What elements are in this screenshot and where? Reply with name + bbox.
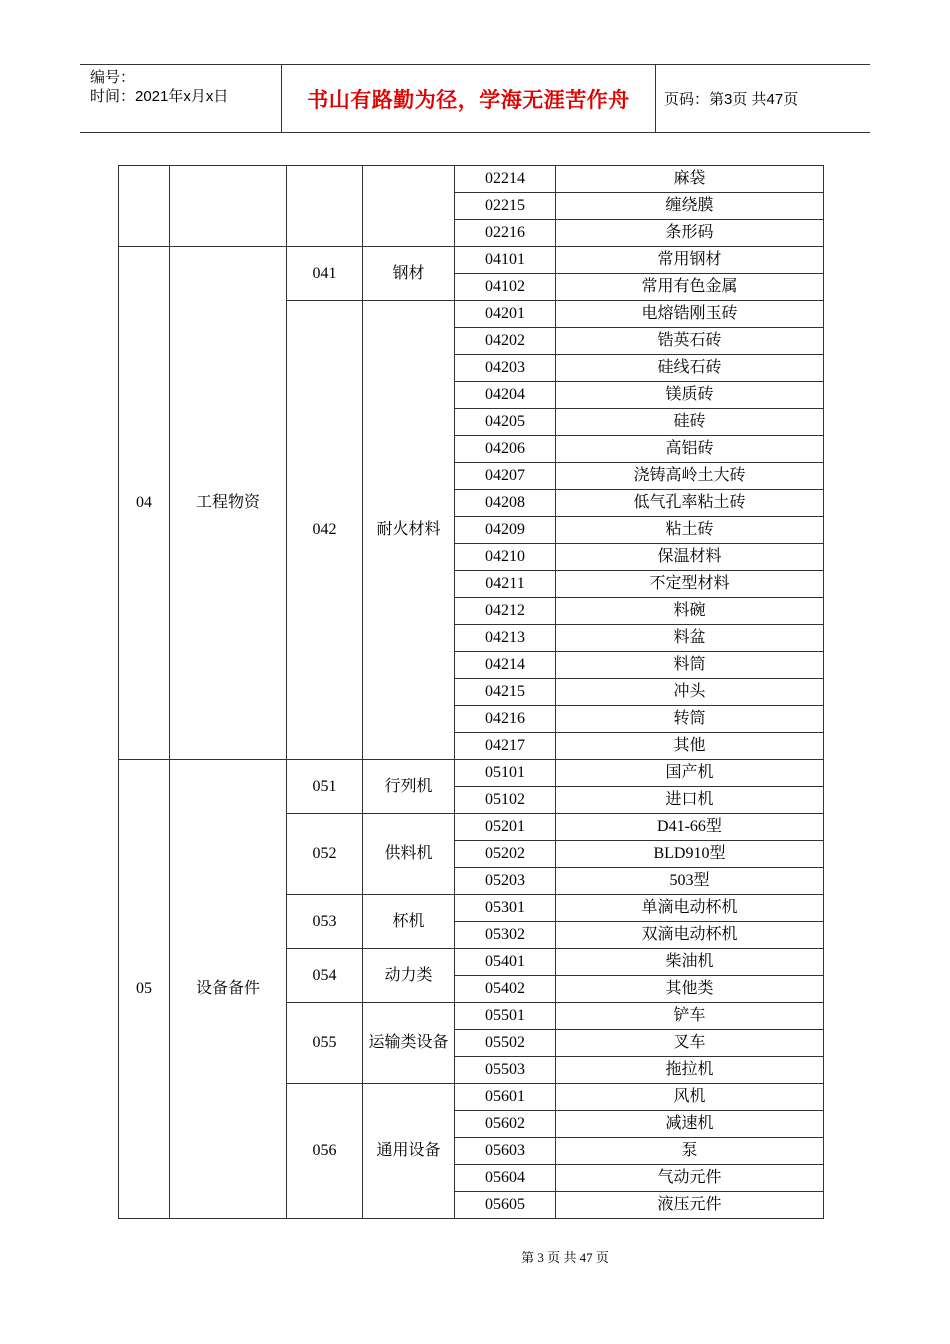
item-name-cell: 浇铸高岭土大砖 (556, 463, 824, 490)
item-code-cell: 05401 (455, 949, 556, 976)
item-name-cell: 麻袋 (556, 166, 824, 193)
table-row (119, 760, 824, 787)
subcategory-code-cell: 041 (287, 247, 363, 301)
item-code-cell: 05101 (455, 760, 556, 787)
item-name-cell: 料筒 (556, 652, 824, 679)
item-code-cell: 04206 (455, 436, 556, 463)
item-name-cell: D41-66型 (556, 814, 824, 841)
item-name-cell: 不定型材料 (556, 571, 824, 598)
item-code-cell: 05203 (455, 868, 556, 895)
item-code-cell: 04102 (455, 274, 556, 301)
item-code-cell: 05302 (455, 922, 556, 949)
header-meta (80, 65, 281, 132)
category-code-cell (119, 166, 170, 247)
subcategory-code-cell: 053 (287, 895, 363, 949)
serial-label: 编号： (90, 69, 136, 86)
subcategory-code-cell: 042 (287, 301, 363, 760)
item-name-cell: 镁质砖 (556, 382, 824, 409)
item-code-cell: 04204 (455, 382, 556, 409)
item-code-cell: 02215 (455, 193, 556, 220)
subcategory-code-cell: 052 (287, 814, 363, 895)
item-name-cell: 条形码 (556, 220, 824, 247)
category-name-cell (170, 166, 287, 247)
item-code-cell: 04213 (455, 625, 556, 652)
header-motto: 书山有路勤为径，学海无涯苦作舟 (281, 65, 656, 132)
item-name-cell: 硅线石砖 (556, 355, 824, 382)
item-name-cell: 常用钢材 (556, 247, 824, 274)
item-code-cell: 04205 (455, 409, 556, 436)
item-code-cell: 04207 (455, 463, 556, 490)
item-code-cell: 04201 (455, 301, 556, 328)
subcategory-name-cell (363, 166, 455, 247)
table-row (119, 247, 824, 274)
subcategory-code-cell: 051 (287, 760, 363, 814)
table-row (119, 166, 824, 193)
item-name-cell: 电熔锆刚玉砖 (556, 301, 824, 328)
item-name-cell: BLD910型 (556, 841, 824, 868)
page-footer (0, 1247, 950, 1266)
item-code-cell: 05603 (455, 1138, 556, 1165)
item-name-cell: 锆英石砖 (556, 328, 824, 355)
item-code-cell: 05502 (455, 1030, 556, 1057)
category-name-cell: 工程物资 (170, 247, 287, 760)
subcategory-name-cell: 运输类设备 (363, 1003, 455, 1084)
subcategory-name-cell: 供料机 (363, 814, 455, 895)
item-name-cell: 国产机 (556, 760, 824, 787)
footer-page-number: 第 3 页 共 47 页 (521, 1250, 609, 1265)
item-name-cell: 叉车 (556, 1030, 824, 1057)
subcategory-code-cell: 056 (287, 1084, 363, 1219)
item-name-cell: 粘土砖 (556, 517, 824, 544)
subcategory-name-cell: 行列机 (363, 760, 455, 814)
item-name-cell: 铲车 (556, 1003, 824, 1030)
item-code-cell: 05503 (455, 1057, 556, 1084)
item-code-cell: 05402 (455, 976, 556, 1003)
item-code-cell: 05102 (455, 787, 556, 814)
category-name-cell: 设备备件 (170, 760, 287, 1219)
item-code-cell: 04217 (455, 733, 556, 760)
item-code-cell: 04203 (455, 355, 556, 382)
item-name-cell: 常用有色金属 (556, 274, 824, 301)
item-name-cell: 柴油机 (556, 949, 824, 976)
item-code-cell: 04216 (455, 706, 556, 733)
item-name-cell: 缠绕膜 (556, 193, 824, 220)
item-name-cell: 转筒 (556, 706, 824, 733)
item-code-cell: 04208 (455, 490, 556, 517)
time-label: 时间：2021年x月x日 (90, 88, 229, 105)
item-name-cell: 503型 (556, 868, 824, 895)
item-name-cell: 进口机 (556, 787, 824, 814)
item-name-cell: 风机 (556, 1084, 824, 1111)
item-code-cell: 05301 (455, 895, 556, 922)
subcategory-name-cell: 动力类 (363, 949, 455, 1003)
item-code-cell: 05604 (455, 1165, 556, 1192)
subcategory-name-cell: 通用设备 (363, 1084, 455, 1219)
item-name-cell: 硅砖 (556, 409, 824, 436)
item-name-cell: 泵 (556, 1138, 824, 1165)
item-code-cell: 05202 (455, 841, 556, 868)
item-name-cell: 气动元件 (556, 1165, 824, 1192)
item-name-cell: 低气孔率粘土砖 (556, 490, 824, 517)
page-header (80, 64, 870, 133)
item-code-cell: 02216 (455, 220, 556, 247)
header-page-label: 页码：第3页 共47页 (664, 91, 799, 108)
item-code-cell: 04210 (455, 544, 556, 571)
subcategory-code-cell: 055 (287, 1003, 363, 1084)
item-code-cell: 04212 (455, 598, 556, 625)
item-name-cell: 减速机 (556, 1111, 824, 1138)
item-name-cell: 料盆 (556, 625, 824, 652)
item-code-cell: 05601 (455, 1084, 556, 1111)
subcategory-code-cell: 054 (287, 949, 363, 1003)
item-name-cell: 冲头 (556, 679, 824, 706)
item-code-cell: 05602 (455, 1111, 556, 1138)
item-code-cell: 04211 (455, 571, 556, 598)
item-code-cell: 05605 (455, 1192, 556, 1219)
item-name-cell: 其他类 (556, 976, 824, 1003)
item-code-cell: 05501 (455, 1003, 556, 1030)
item-name-cell: 液压元件 (556, 1192, 824, 1219)
subcategory-code-cell (287, 166, 363, 247)
item-code-cell: 04214 (455, 652, 556, 679)
item-name-cell: 单滴电动杯机 (556, 895, 824, 922)
item-name-cell: 高铝砖 (556, 436, 824, 463)
item-name-cell: 拖拉机 (556, 1057, 824, 1084)
item-name-cell: 保温材料 (556, 544, 824, 571)
subcategory-name-cell: 耐火材料 (363, 301, 455, 760)
item-code-cell: 04202 (455, 328, 556, 355)
item-name-cell: 双滴电动杯机 (556, 922, 824, 949)
item-code-cell: 04101 (455, 247, 556, 274)
material-code-table (118, 165, 824, 1219)
item-name-cell: 料碗 (556, 598, 824, 625)
item-code-cell: 04215 (455, 679, 556, 706)
category-code-cell: 04 (119, 247, 170, 760)
category-code-cell: 05 (119, 760, 170, 1219)
item-code-cell: 02214 (455, 166, 556, 193)
subcategory-name-cell: 杯机 (363, 895, 455, 949)
item-code-cell: 04209 (455, 517, 556, 544)
subcategory-name-cell: 钢材 (363, 247, 455, 301)
item-code-cell: 05201 (455, 814, 556, 841)
item-name-cell: 其他 (556, 733, 824, 760)
